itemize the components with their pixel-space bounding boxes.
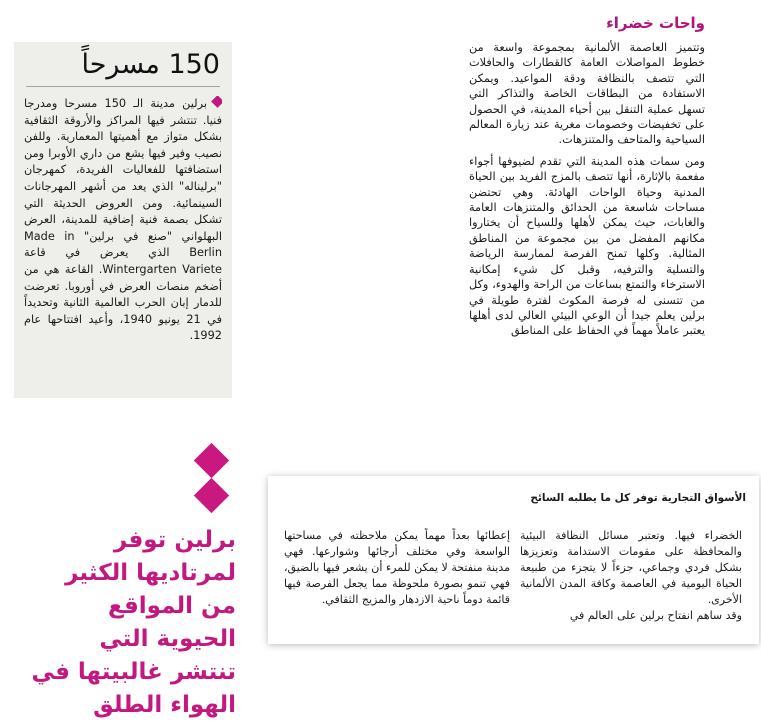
pull-quote: برلين توفر لمرتاديها الكثير من المواقع الحيوية التي تنتشر غالبيتها في الهواء الطلق: [31, 527, 236, 718]
markets-right-paragraph-1: الخضراء فيها. وتعتبر مسائل النظافة البيئية والمحافظة على مقومات الاستدامة وتعزيزها بشكل فردي وجماعي، جزءاً لا يتجزء من طبيعة الحياة اليومية في العاصمة وكافة المدن الألمانية الأخرى.: [520, 529, 742, 606]
markets-column-right: [520, 528, 742, 636]
green-oasis-heading: واحات خضراء: [606, 14, 705, 32]
green-oasis-body: [469, 40, 705, 440]
green-oasis-paragraph-2: ومن سمات هذه المدينة التي تقدم لضيوفها أجواء مفعمة بالإثارة، أنها تتصف بالمزج الفريد بين الحياة المدنية وحياة الواحات الهادئة. وهي تحتضن مساحات شاسعة من الحدائق والمتنزهات العامة والغابات، حيث يمكن لأهلها وللسياح أن يختاروا مكانهم المفضل من بين مجموعة من المناطق المثالية. وكلها تمنح الفرصة لممارسة الرياضة والتسلية والترفيه، وقبل كل شيء إمكانية الاسترخاء والتمتع بساعات من الراحة والهدوء، وكل من تتسنى له فرصة المكوث لفترة طويلة في برلين يعلم جيدا أن الوعي البيئي العالي لدى أهلها يعتبر عاملاً مهماً في الحفاظ على المناطق: [469, 154, 705, 338]
diamond-bullet-icon: [211, 96, 222, 108]
sidebar-text: [24, 96, 222, 392]
diamond-icon: [194, 478, 229, 513]
markets-left-paragraph: إعطائها بعداً مهماً يمكن ملاحظته في مساحتها الواسعة وفي مختلف أرجائها وشوارعها. فهي مدينة منفتحة لا يمكن للمرء أن يشعر فيها بالضيق، فهي تنمو بصورة ملحوظة مما يجعل الفرصة فيها قائمة دوماً ناحية الازدهار والمزيج الثقافي.: [284, 529, 510, 606]
markets-column-left: [284, 528, 510, 636]
diamond-icon: [194, 443, 229, 478]
markets-heading: الأسواق التجارية توفر كل ما يطلبه السائح: [530, 492, 746, 504]
sidebar-body: برلين مدينة الـ 150 مسرحا ومدرجا فنيا. تنتشر فيها المراكز والأروقة الثقافية بشكل متواز مع أهميتها المعمارية. وللفن نصيب وفير فيها يشع من داري الأوبرا ومن استضافتها للفعاليات الفريدة، كمهرجان "برليناله" الذي يعد من أشهر المهرجانات السينمائية. ومن العروض الحديثة التي تشكل بصمة فنية إضافية للمدينة، العرض البهلواني "صنع في برلين" Made in Berlin الذي يعرض في قاعة Wintergarten Variete. القاعة هي من أضخم منصات العرض في أوروبا. تعرضت للدمار إبان الحرب العالمية الثانية وتحديداً في 21 يونيو 1940، وأعيد افتتاحها عام 1992.: [24, 97, 222, 343]
markets-box: [268, 476, 759, 644]
markets-right-paragraph-2: وقد ساهم انفتاح برلين على العالم في: [569, 609, 742, 622]
green-oasis-paragraph-1: وتتميز العاصمة الألمانية بمجموعة واسعة من خطوط المواصلات العامة كالقطارات والحافلات التي تتصف بالنظافة ودقة المواعيد. ويمكن الاستفادة من البطاقات الخاصة والتذاكر التي تسهل عملية التنقل بين أحياء المدينة، في الحصول على تخفيضات وخصومات مغرية عند زيارة المعالم السياحية والمتاحف والمتنزهات.: [469, 41, 705, 147]
sidebar-heading: 150 مسرحاً: [81, 49, 220, 80]
theatres-sidebar: [14, 42, 232, 398]
sidebar-divider: [26, 86, 220, 87]
